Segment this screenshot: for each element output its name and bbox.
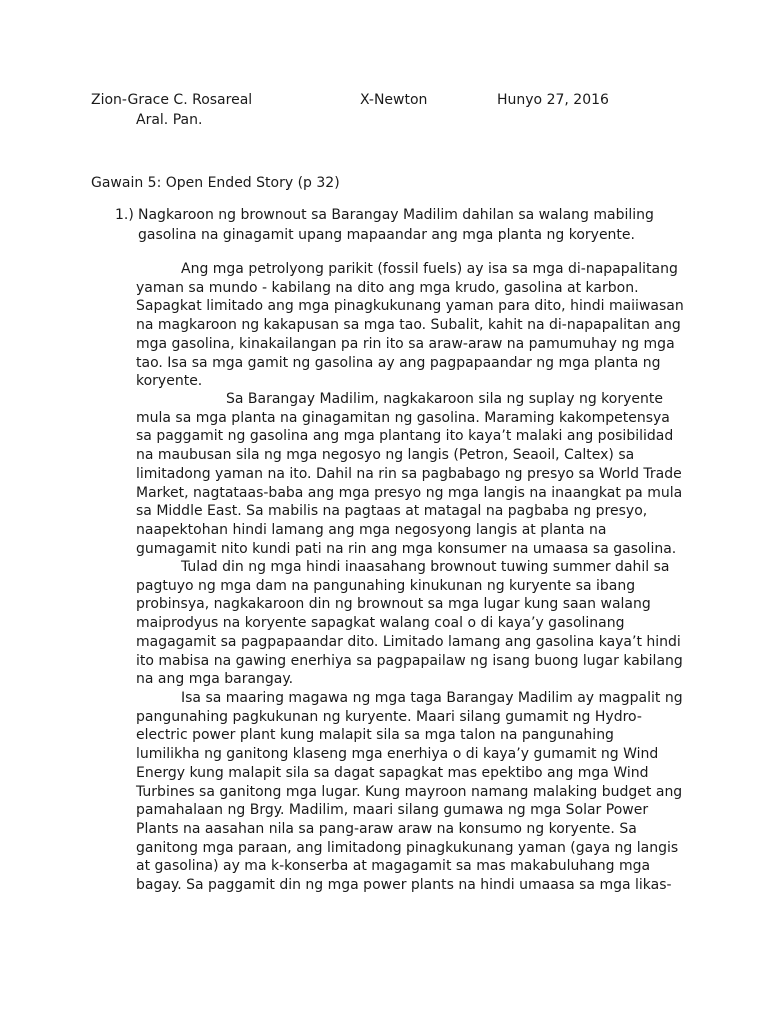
student-section: X-Newton (360, 92, 428, 108)
question-line: gasolina na ginagamit upang mapaandar ang mga planta ng koryente. (138, 227, 635, 243)
student-name: Zion-Grace C. Rosareal (91, 92, 253, 108)
paragraph-line: pamahalaan ng Brgy. Madilim, maari silang gumawa ng mga Solar Power (136, 802, 649, 819)
paragraph-line: pangunahing pagkukunan ng kuryente. Maari silang gumamit ng Hydro- (136, 708, 642, 725)
paragraph-line: mga gasolina, kinakailangan pa rin ito sa araw-araw na pamumuhay ng mga (136, 335, 675, 352)
paragraph-line: Energy kung malapit sila sa dagat sapagkat mas epektibo ang mga Wind (136, 764, 649, 781)
paragraph-line: bagay. Sa paggamit din ng mga power plants na hindi umaasa sa mga likas- (136, 877, 672, 893)
paragraph-line: na ang mga barangay. (136, 671, 294, 688)
paragraph-line: Tulad din ng mga hindi inaasahang brownout tuwing summer dahil sa (181, 559, 670, 575)
paragraph-line: Market, nagtataas-baba ang mga presyo ng mga langis na inaangkat pa mula (136, 484, 683, 501)
paragraph-line: magagamit sa pagpapaandar dito. Limitado lamang ang gasolina kaya’t hindi (136, 633, 681, 650)
activity-title: Gawain 5: Open Ended Story (p 32) (91, 175, 340, 191)
paragraph-line: Turbines sa ganitong mga lugar. Kung mayroon namang malaking budget ang (136, 783, 683, 800)
subject-name: Aral. Pan. (136, 112, 203, 128)
paragraph-line: Isa sa maaring magawa ng mga taga Barangay Madilim ay magpalit ng (181, 690, 683, 706)
paragraph-line: naapektohan hindi lamang ang mga negosyong langis at planta na (136, 521, 607, 538)
paragraph-line: at gasolina) ay ma k-konserba at magagamit sa mas makabuluhang mga (136, 858, 651, 875)
paragraph-line: yaman sa mundo - kabilang na dito ang mga krudo, gasolina at karbon. (136, 279, 639, 296)
paragraph-line: Sapagkat limitado ang mga pinagkukunang yaman para dito, hindi maiiwasan (136, 298, 684, 315)
question-line: Nagkaroon ng brownout sa Barangay Madilim dahilan sa walang mabiling (138, 207, 654, 223)
paragraph-line: mula sa mga planta na ginagamitan ng gasolina. Maraming kakompetensya (136, 409, 670, 426)
paragraph-line: electric power plant kung malapit sila sa mga talon na pangunahing (136, 727, 614, 744)
question-number: 1.) (115, 207, 134, 223)
paragraph-line: ito mabisa na gawing enerhiya sa pagpapailaw ng isang buong lugar kabilang (136, 652, 683, 669)
paragraph-line: Sa Barangay Madilim, nagkakaroon sila ng suplay ng koryente (226, 391, 663, 407)
paragraph-line: koryente. (136, 373, 203, 390)
paragraph-line: ganitong mga paraan, ang limitadong pinagkukunang yaman (gaya ng langis (136, 839, 679, 856)
document-date: Hunyo 27, 2016 (497, 92, 609, 108)
paragraph-line: probinsya, nagkakaroon din ng brownout sa mga lugar kung saan walang (136, 596, 651, 613)
paragraph-line: sa Middle East. Sa mabilis na pagtaas at matagal na pagbaba ng presyo, (136, 503, 648, 520)
paragraph-line: pagtuyo ng mga dam na pangunahing kinukunan ng kuryente sa ibang (136, 577, 636, 594)
paragraph-line: Ang mga petrolyong parikit (fossil fuels) ay isa sa mga di-napapalitang (181, 261, 678, 277)
paragraph-line: lumilikha ng ganitong klaseng mga enerhiya o di kaya’y gumamit ng Wind (136, 746, 659, 763)
paragraph-line: Plants na aasahan nila sa pang-araw araw na konsumo ng koryente. Sa (136, 820, 637, 837)
paragraph-line: sa paggamit ng gasolina ang mga plantang ito kaya’t malaki ang posibilidad (136, 428, 674, 445)
paragraph-line: tao. Isa sa mga gamit ng gasolina ay ang pagpapaandar ng mga planta ng (136, 354, 661, 371)
paragraph-line: na maubusan sila ng mga negosyo ng langis (Petron, Seaoil, Caltex) sa (136, 447, 635, 464)
paragraph-line: limitadong yaman na ito. Dahil na rin sa pagbabago ng presyo sa World Trade (136, 465, 682, 482)
paragraph-line: maiprodyus na koryente sapagkat walang coal o di kaya’y gasolinang (136, 615, 625, 632)
paragraph-line: gumagamit nito kundi pati na rin ang mga konsumer na umaasa sa gasolina. (136, 540, 677, 557)
paragraph-line: na magkaroon ng kakapusan sa mga tao. Subalit, kahit na di-napapalitan ang (136, 317, 681, 334)
